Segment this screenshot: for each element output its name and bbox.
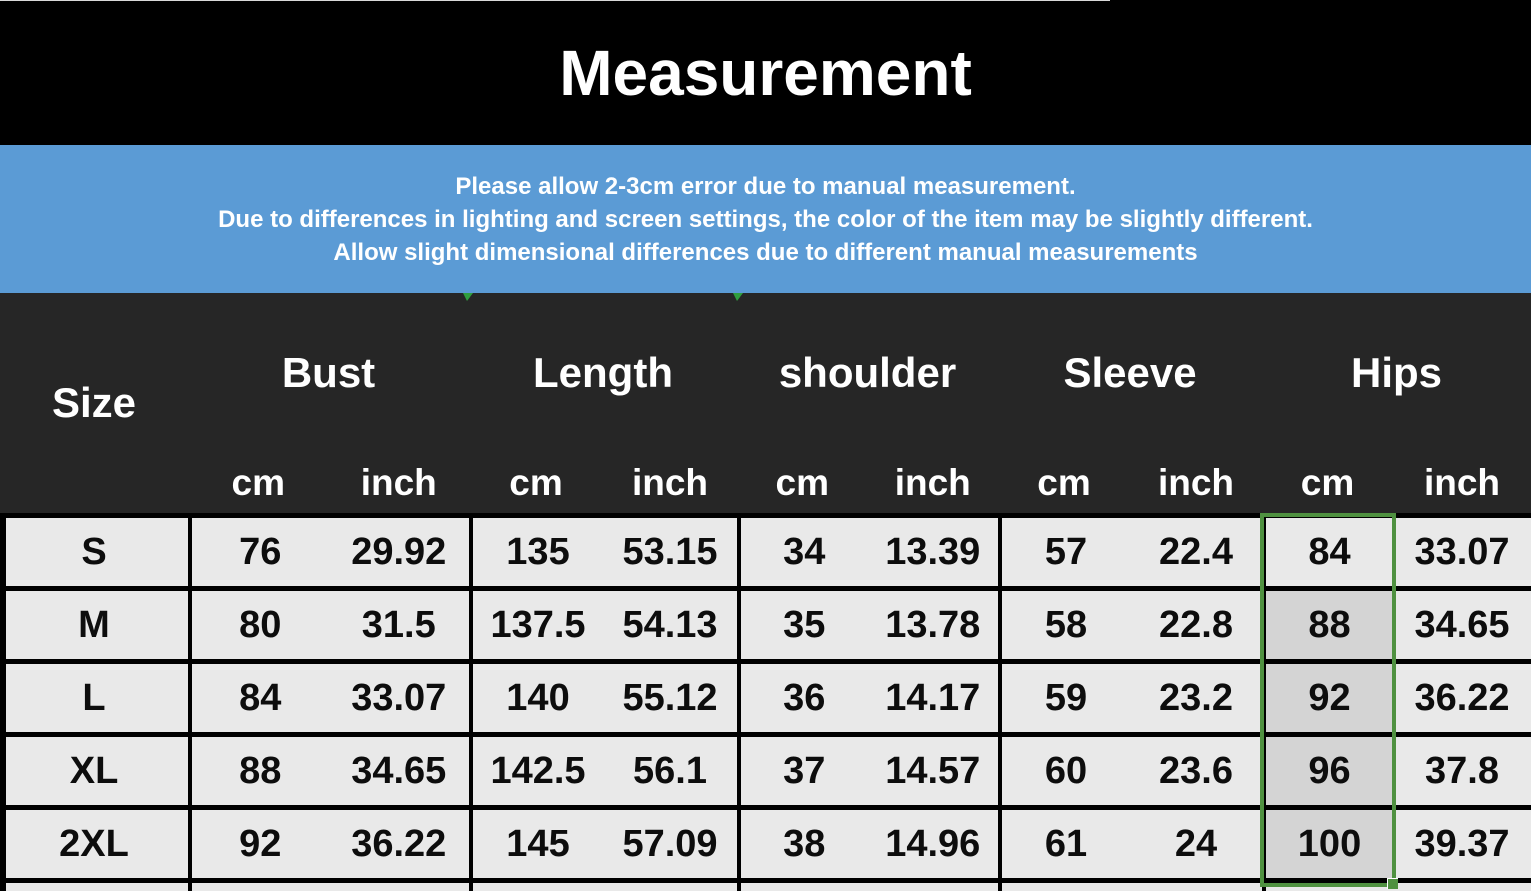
value-cell: 84 (188, 664, 329, 732)
group-header-hips: Hips (1350, 349, 1442, 396)
unit-header-inch: inch (1157, 462, 1235, 503)
value-cell: 23.6 (1159, 749, 1233, 792)
title-banner (0, 0, 1531, 145)
value-cell: 36.22 (351, 822, 447, 865)
value-cell (1262, 883, 1393, 891)
value-cell: 13.78 (885, 603, 981, 646)
unit-header-cm: cm (1037, 462, 1091, 503)
notice-banner (0, 145, 1531, 293)
size-cell: S (81, 530, 107, 573)
value-cell: 24 (1174, 822, 1218, 865)
value-cell (469, 883, 603, 891)
value-cell: 56.1 (633, 749, 707, 792)
value-cell: 36.22 (1414, 676, 1510, 719)
value-cell: 145 (469, 810, 603, 878)
notice-line: Please allow 2-3cm error due to manual measurement. (455, 172, 1076, 200)
value-cell (329, 883, 470, 891)
value-cell-highlighted: 88 (1262, 591, 1393, 659)
top-hairline (0, 0, 1110, 1)
value-cell: 34.65 (1414, 603, 1510, 646)
table-row-partial (0, 883, 1531, 891)
size-column-header: Size (51, 379, 137, 426)
notice-line: Allow slight dimensional differences due to different manual measurements (333, 238, 1198, 266)
table-row-2xl (0, 810, 1531, 883)
table-row-xl (0, 737, 1531, 810)
value-cell: 31.5 (361, 603, 436, 646)
size-cell: 2XL (59, 822, 129, 865)
value-cell: 57 (998, 518, 1130, 586)
measurement-table (0, 293, 1531, 891)
size-cell: M (78, 603, 110, 646)
value-cell: 60 (998, 737, 1130, 805)
group-header-length: Length (533, 349, 673, 396)
value-cell: 37 (737, 737, 868, 805)
value-cell: 80 (188, 591, 329, 659)
value-cell: 34.65 (351, 749, 447, 792)
value-cell: 33.07 (351, 676, 447, 719)
size-cell: XL (69, 749, 119, 792)
table-row-s (0, 518, 1531, 591)
value-cell: 38 (737, 810, 868, 878)
value-cell: 22.8 (1159, 603, 1233, 646)
unit-header-inch: inch (1423, 462, 1501, 503)
value-cell: 23.2 (1159, 676, 1233, 719)
group-header-shoulder: shoulder (778, 349, 957, 396)
value-cell: 76 (188, 518, 329, 586)
value-cell: 140 (469, 664, 603, 732)
value-cell: 61 (998, 810, 1130, 878)
unit-header-cm: cm (231, 462, 285, 503)
value-cell: 22.4 (1159, 530, 1233, 573)
unit-header-cm: cm (509, 462, 563, 503)
table-row-l (0, 664, 1531, 737)
table-header (0, 293, 1531, 513)
page-title: Measurement (559, 36, 972, 109)
value-cell: 14.57 (885, 749, 981, 792)
value-cell: 54.13 (622, 603, 718, 646)
value-cell: 29.92 (351, 530, 447, 573)
value-cell: 137.5 (469, 591, 603, 659)
notice-line: Due to differences in lighting and screen settings, the color of the item may be slightly different. (218, 205, 1313, 233)
value-cell: 53.15 (622, 530, 718, 573)
value-cell-highlighted: 84 (1262, 518, 1393, 586)
value-cell: 58 (998, 591, 1130, 659)
value-cell: 35 (737, 591, 868, 659)
value-cell: 36 (737, 664, 868, 732)
group-header-sleeve: Sleeve (1063, 349, 1197, 396)
unit-header-cm: cm (775, 462, 829, 503)
unit-header-cm: cm (1300, 462, 1355, 503)
value-cell (998, 883, 1130, 891)
value-cell-highlighted: 92 (1262, 664, 1393, 732)
value-cell: 14.96 (885, 822, 981, 865)
value-cell: 13.39 (885, 530, 981, 573)
value-cell: 39.37 (1414, 822, 1510, 865)
value-cell: 135 (469, 518, 603, 586)
value-cell-highlighted: 100 (1262, 810, 1393, 878)
value-cell (868, 883, 999, 891)
value-cell (603, 883, 737, 891)
value-cell: 37.8 (1425, 749, 1499, 792)
value-cell: 92 (188, 810, 329, 878)
unit-header-inch: inch (894, 462, 971, 503)
value-cell (1393, 883, 1531, 891)
size-cell: L (82, 676, 106, 719)
value-cell-highlighted: 96 (1262, 737, 1393, 805)
value-cell: 88 (188, 737, 329, 805)
value-cell: 55.12 (622, 676, 718, 719)
value-cell (188, 883, 329, 891)
size-cell (0, 883, 188, 891)
unit-header-inch: inch (631, 462, 709, 503)
value-cell (1130, 883, 1262, 891)
value-cell: 14.17 (885, 676, 981, 719)
group-header-bust: Bust (281, 349, 376, 396)
table-body (0, 513, 1531, 891)
value-cell: 59 (998, 664, 1130, 732)
value-cell: 34 (737, 518, 868, 586)
value-cell: 57.09 (622, 822, 718, 865)
table-row-m (0, 591, 1531, 664)
value-cell (737, 883, 868, 891)
value-cell: 33.07 (1414, 530, 1510, 573)
value-cell: 142.5 (469, 737, 603, 805)
unit-header-inch: inch (360, 462, 437, 503)
